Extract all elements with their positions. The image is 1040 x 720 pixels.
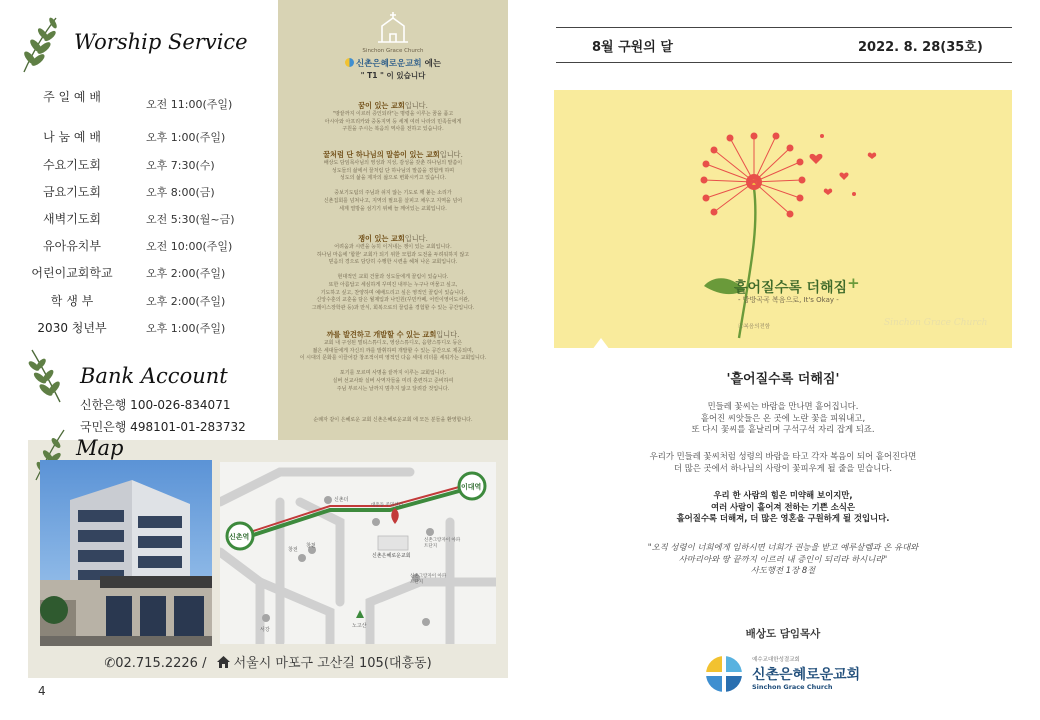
service-time: 오전 10:00(주일) [146,240,233,253]
article-title: '흩어질수록 더해짐' [726,372,840,387]
hero-subtitle: - 방방곡곡 복음으로, It's Okay - [738,296,839,304]
notice-headline-suffix: 에는 [424,59,442,69]
article-paragraph-emphasis: 우리 한 사람의 힘은 미약해 보이지만, 여러 사람이 흩어져 전하는 기쁜 소식은 흩어질수록 더해져, 더 많은 영혼을 구원하게 될 것입니다. [676,490,890,523]
bank-account: 국민은행 498101-01-283732 [80,420,246,434]
service-time: 오후 2:00(주일) [146,295,226,308]
map-label: 신촌그랑자이 아파트단지 [424,538,461,549]
hero-watermark: Sinchon Grace Church [884,318,988,328]
notice-section-body: "땅끝까지 이르러 증인되라"는 명령을 이루는 꿈을 품고 아시아와 아프리카와 중동지역 등 세계 여러 나라의 민족들에게 구원을 주시는 복음의 역사를 전하고 있습니다. [324,111,462,133]
article-author: 배상도 담임목사 [745,628,821,640]
bulletin-date: 2022. 8. 28(35호) [858,40,983,55]
area-map [220,462,496,644]
map-label: 신촌그랑자이 아파트단지 [410,574,447,585]
contact-footer [28,652,508,671]
service-time: 오후 7:30(수) [146,159,215,172]
notice-church-ko: 신촌은혜로운교회 [355,59,422,69]
notice-logo-icon [345,58,354,67]
hero-plus: + [847,274,860,292]
map-label: 서강 [260,627,270,633]
service-time: 오후 1:00(주일) [146,131,226,144]
map-label-sinchon-station: 신촌역 [229,533,250,541]
article-scripture: "오직 성령이 너희에게 임하시면 너희가 권능을 받고 예루살렘과 온 유대와 사마리아와 땅 끝까지 이르러 내 증인이 되리라 하시니라" 사도행전 1장 8절 [647,542,919,575]
hero-illustration [554,90,1012,348]
leaf-icon [18,14,62,74]
service-name: 유아유치부 [43,239,101,253]
header-rule-top [556,27,1012,28]
service-name: 2030 청년부 [37,321,107,335]
service-name: 학 생 부 [50,294,94,308]
service-name: 수요기도회 [43,158,101,172]
header-rule-bottom [556,62,1012,63]
notice-section-body: 교회 내 구성된 멀티스튜디오, 영상스튜디오, 음향스튜디오 등은 젊은 세대들에게 자신의 꺄를 발휘하며 개발할 수 있는 공간으로 제공되며, 이 시대의 문화를 이끌어갈 창조적이며 영적인 다음 세대 리더를 세워가는 교회입니다. 포기를 모르며 사명을 끝까지 이루는 교회입니다. 실버 선교사와 실버 사역자들을 미리 훈련하고 준비하여 주님 부르시는 날까지 멈추지 않고 달려갈 것입니다. [299,340,487,392]
hero-title: 흩어질수록 더해짐+ [734,274,860,296]
service-name: 금요기도회 [43,185,101,199]
notice-section-body: 배상도 담임목사님의 영성과 지성, 감성을 갖춘 하나님의 말씀이 성도들의 삶에서 꿀처럼 단 하나님의 말씀을 경험케 하며 성도의 삶을 제자의 삶으로 변화시키고 있습니다. 중보기도팀의 주님과 쉬지 않는 기도로 깨 붙는 소리가 신촌집회를 넘쳐나고, 지역의 필요를 살피고 채우고 지역을 넘어 세계 열방을 섬기기 위해 늘 깨어있는 교회입니다. [323,160,463,212]
contact-address: 서울시 마포구 고산길 105(대흥동) [233,656,432,671]
service-name: 새벽기도회 [43,212,101,226]
service-time: 오후 2:00(주일) [146,267,226,280]
contact-phone: 02.715.2226 / [115,656,207,671]
notice-section-title: 쟁이 있는 교회입니다. [358,234,428,243]
worship-heading: Worship Service [74,30,248,54]
notice-section-body: 어려움과 시련을 능히 이겨내는 쟁이 있는 교회입니다. 하나님 마음에 '합한' 교회가 되기 위한 모험과 도전을 두려워하지 않고 믿음의 경으로 담당히 수행한 시련을 헤쳐 나온 교회입니다. 현대적인 교회 건물과 성도들에게 꿀림이 있습니다. 또한 아름답고 세심하게 꾸며진 내부는 누구나 머물고 싶고, 기도하고 싶고, 찬양하며 예배드리고 싶은 영적인 꿀림이 있습니다. 신앙수훈의 교훈을 담은 월제입과 나인원(꾸민카페, 어린이영어도서관, 그레이스장학관 등)과 만식, 회복으로의 꿀림을 경험할 수 있는 공간입니다. [311,244,475,311]
dandelion-illustration [554,90,1012,348]
notice-headline [278,57,508,69]
notice-section-title: 꺄를 발견하고 개발할 수 있는 교회입니다. [326,330,460,339]
church-logo-icon [704,654,744,694]
service-time: 오전 11:00(주일) [146,98,233,111]
service-time: 오후 1:00(주일) [146,322,226,335]
home-icon [217,656,230,671]
bank-heading: Bank Account [80,364,228,388]
speech-tail [592,338,610,350]
logo-church-en: Sinchon Grace Church [752,683,833,691]
map-label: 창전 [288,547,298,553]
notice-church-en: Sinchon Grace Church [362,48,424,54]
map-heading: Map [76,436,124,460]
notice-footer: 순례자 같이 은혜로운 교회 신촌은혜로운교회 에 모든 분들을 환영합니다. [313,417,473,423]
church-building-photo [40,460,212,646]
leaf-icon [26,346,66,404]
notice-section-title: 꿀처럼 단 하나님의 말씀이 있는 교회입니다. [323,150,463,159]
church-logo [704,652,880,698]
map-label-church: 신촌은혜로운교회 [372,553,411,559]
service-time: 오전 5:30(월~금) [146,213,235,226]
notice-section-title: 꿈이 있는 교회입니다. [358,101,428,110]
service-name: 어린이교회학교 [31,266,113,280]
church-notice-panel [278,0,508,440]
notice-headline-line2: " T1 " 이 있습니다 [360,71,426,80]
map-label: 신촌더 [334,497,349,503]
logo-church-ko: 신촌은혜로운교회 [752,667,861,683]
logo-denomination: 예수교대한성결교회 [752,657,800,663]
map-label: 노고산 [352,623,367,629]
article-paragraph: 우리가 민들레 꽃씨처럼 성령의 바람을 타고 각자 복음이 되어 흩어진다면 더 많은 곳에서 하나님의 사랑이 꽃피우게 될 줄을 믿습니다. [649,451,917,473]
bank-account: 신한은행 100-026-834071 [80,398,231,412]
bulletin-theme: 8월 구원의 달 [592,40,673,55]
map-label-ewha-station: 이대역 [461,483,482,491]
church-building-icon [376,10,410,44]
service-name: 나 눔 예 배 [43,130,101,144]
page-number: 4 [38,684,46,698]
service-name: 주 일 예 배 [43,90,101,104]
phone-icon: ✆ [104,656,116,671]
map-label: 창천 [306,543,316,549]
article-paragraph: 민들레 꽃씨는 바람을 만나면 흩어집니다. 흩어진 씨앗들은 온 곳에 노란 꽃을 피워내고, 또 다시 꽃씨를 흩날리며 구석구석 자리 잡게 되죠. [691,401,875,434]
map-label: 대흥동 주민센터 [371,503,403,508]
service-time: 오후 8:00(금) [146,186,215,199]
hero-credit: ⓒ복음의전함 [738,324,771,330]
